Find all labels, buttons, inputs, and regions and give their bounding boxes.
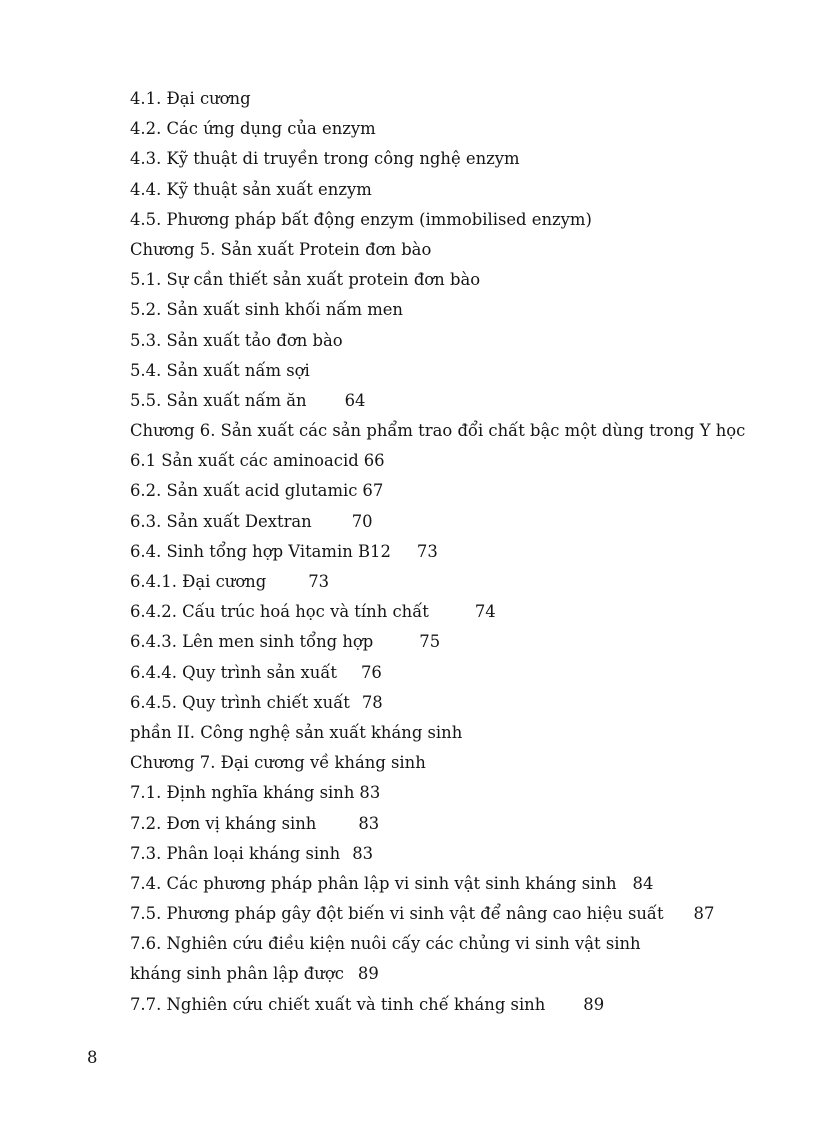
toc-line [130, 992, 790, 1022]
toc-line [130, 811, 790, 841]
toc-line [130, 116, 790, 146]
toc-line [130, 931, 790, 961]
table-of-contents [130, 86, 790, 1022]
toc-entry-page: 83 [358, 813, 380, 833]
toc-entry-text: 7.6. Nghiên cứu điều kiện nuôi cấy các chủng vi sinh vật sinh [130, 934, 641, 954]
toc-entry-text: Chương 5. Sản xuất Protein đơn bào [130, 239, 432, 259]
toc-entry-page: 83 [359, 783, 381, 803]
toc-entry-text: 6.4.2. Cấu trúc hoá học và tính chất [130, 602, 429, 622]
toc-entry-page: 84 [632, 873, 654, 893]
toc-entry-text: 7.5. Phương pháp gây đột biến vi sinh vật để nâng cao hiệu suất [130, 904, 664, 924]
toc-line [130, 297, 790, 327]
toc-entry-text: 7.3. Phân loại kháng sinh [130, 843, 341, 863]
toc-entry-page: 70 [351, 511, 373, 531]
toc-line [130, 146, 790, 176]
toc-entry-text: 5.3. Sản xuất tảo đơn bào [130, 330, 343, 350]
toc-chapter-heading [130, 750, 790, 780]
toc-entry-text: 4.4. Kỹ thuật sản xuất enzym [130, 179, 372, 199]
toc-line [130, 358, 790, 388]
toc-entry-page: 75 [419, 632, 441, 652]
toc-entry-text: 6.3. Sản xuất Dextran [130, 511, 312, 531]
toc-entry-text: 5.2. Sản xuất sinh khối nấm men [130, 300, 403, 320]
toc-line [130, 841, 790, 871]
toc-entry-text: 5.5. Sản xuất nấm ăn [130, 390, 307, 410]
page-number: 8 [87, 1048, 98, 1067]
toc-entry-text: 5.4. Sản xuất nấm sợi [130, 360, 310, 380]
toc-line [130, 629, 790, 659]
toc-entry-text: 4.2. Các ứng dụng của enzym [130, 119, 376, 139]
toc-entry-page: 73 [308, 572, 330, 591]
toc-line [130, 780, 790, 810]
toc-line [130, 599, 790, 629]
toc-entry-text: 4.1. Đại cương [130, 89, 251, 108]
toc-chapter-heading [130, 237, 790, 267]
toc-entry-page: 73 [416, 541, 438, 561]
toc-entry-text: Chương 6. Sản xuất các sản phẩm trao đổi chất bậc một dùng trong Y học [130, 421, 746, 441]
toc-entry-page: 66 [363, 451, 385, 471]
toc-entry-page: 87 [693, 904, 715, 924]
toc-entry-page: 74 [474, 602, 496, 622]
toc-line [130, 86, 790, 116]
toc-line [130, 660, 790, 690]
toc-line [130, 207, 790, 237]
toc-part-heading [130, 720, 790, 750]
toc-entry-text: kháng sinh phân lập được [130, 964, 344, 984]
toc-entry-text: 6.4.5. Quy trình chiết xuất [130, 692, 350, 712]
toc-entry-text: 6.4.1. Đại cương [130, 572, 267, 591]
toc-line [130, 569, 790, 599]
toc-entry-text: Chương 7. Đại cương về kháng sinh [130, 753, 426, 773]
toc-entry-text: 6.4.3. Lên men sinh tổng hợp [130, 632, 374, 652]
toc-entry-page: 89 [357, 964, 379, 984]
toc-entry-page: 64 [344, 390, 366, 410]
toc-line [130, 901, 790, 931]
toc-line [130, 177, 790, 207]
toc-chapter-heading [130, 418, 790, 448]
toc-entry-page: 67 [362, 481, 384, 501]
toc-line [130, 690, 790, 720]
toc-entry-page: 83 [352, 843, 374, 863]
toc-line [130, 509, 790, 539]
toc-line [130, 961, 790, 991]
toc-entry-text: 7.4. Các phương pháp phân lập vi sinh vật sinh kháng sinh [130, 873, 617, 893]
toc-line [130, 448, 790, 478]
toc-entry-page: 76 [360, 662, 382, 682]
toc-line [130, 388, 790, 418]
toc-entry-text: 4.5. Phương pháp bất động enzym (immobilised enzym) [130, 209, 592, 229]
toc-entry-page: 89 [583, 994, 605, 1014]
toc-entry-text: 7.1. Định nghĩa kháng sinh [130, 783, 355, 803]
toc-line [130, 539, 790, 569]
toc-entry-text: 7.7. Nghiên cứu chiết xuất và tinh chế kháng sinh [130, 994, 546, 1014]
toc-entry-text: phần II. Công nghệ sản xuất kháng sinh [130, 722, 463, 742]
toc-entry-text: 6.4. Sinh tổng hợp Vitamin B12 [130, 541, 391, 561]
toc-entry-text: 7.2. Đơn vị kháng sinh [130, 813, 317, 833]
toc-line [130, 328, 790, 358]
toc-entry-text: 6.4.4. Quy trình sản xuất [130, 662, 337, 682]
toc-line [130, 267, 790, 297]
toc-line [130, 478, 790, 508]
toc-entry-text: 6.2. Sản xuất acid glutamic [130, 481, 358, 501]
toc-entry-text: 4.3. Kỹ thuật di truyền trong công nghệ enzym [130, 149, 520, 169]
toc-line [130, 871, 790, 901]
toc-entry-text: 6.1 Sản xuất các aminoacid [130, 451, 359, 471]
toc-entry-text: 5.1. Sự cần thiết sản xuất protein đơn bào [130, 270, 481, 290]
toc-entry-page: 78 [361, 692, 383, 712]
